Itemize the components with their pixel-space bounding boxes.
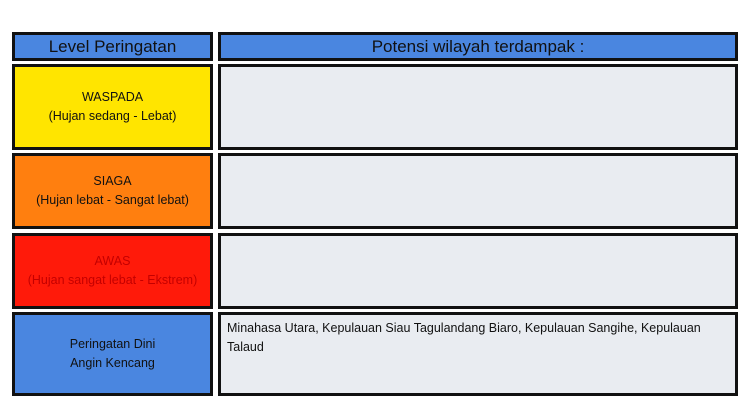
level-name: SIAGA — [93, 174, 132, 188]
level-cell-waspada — [12, 64, 213, 150]
level-cell-awas — [12, 233, 213, 309]
level-cell-siaga — [12, 153, 213, 229]
level-name: WASPADA — [81, 90, 144, 104]
level-detail: (Hujan sangat lebat - Ekstrem) — [27, 273, 198, 287]
level-name: AWAS — [94, 254, 131, 268]
area-cell-waspada — [218, 64, 738, 150]
area-cell-awas — [218, 233, 738, 309]
header-area-cell — [218, 32, 738, 61]
area-text — [221, 236, 735, 244]
level-cell-wind-warning — [12, 312, 213, 396]
level-name: Peringatan Dini — [69, 337, 156, 351]
area-cell-siaga — [218, 153, 738, 229]
header-level-title: Level Peringatan — [48, 36, 177, 56]
area-text — [221, 67, 735, 75]
level-detail: (Hujan sedang - Lebat) — [48, 109, 177, 123]
level-detail: (Hujan lebat - Sangat lebat) — [36, 193, 189, 207]
level-detail: Angin Kencang — [70, 356, 155, 370]
header-area-title: Potensi wilayah terdampak : — [371, 36, 585, 56]
area-cell-wind-warning — [218, 312, 738, 396]
area-text — [221, 156, 735, 164]
header-level-cell — [12, 32, 213, 61]
area-text: Minahasa Utara, Kepulauan Siau Tagulandang Biaro, Kepulauan Sangihe, Kepulauan Talaud — [227, 321, 701, 354]
